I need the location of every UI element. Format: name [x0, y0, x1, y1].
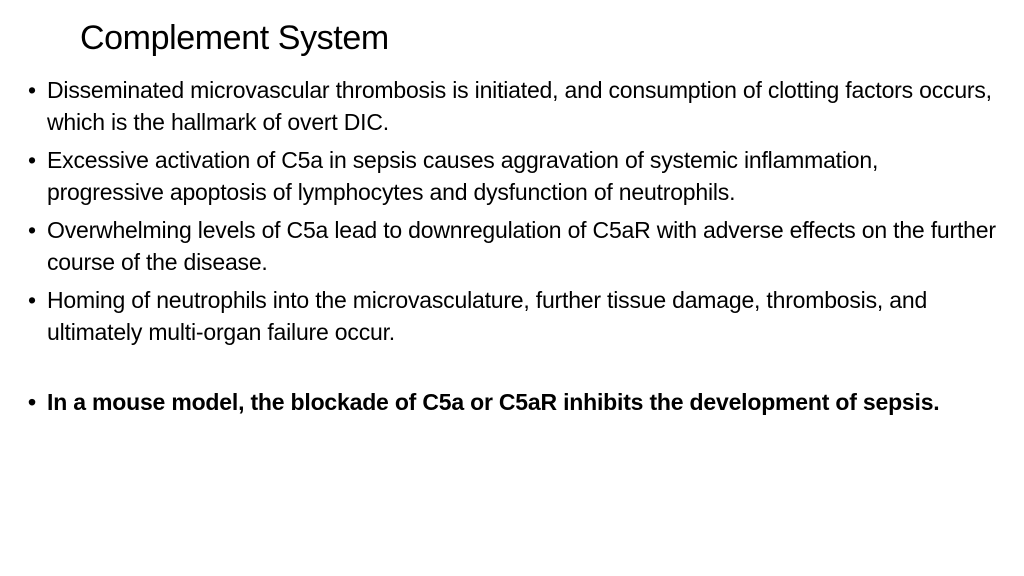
- slide-title: Complement System: [80, 19, 389, 57]
- bullet-item-1: [28, 74, 996, 138]
- bullet-text: In a mouse model, the blockade of C5a or C5aR inhibits the development of sepsis.: [47, 389, 940, 415]
- bullet-dot-icon: •: [28, 389, 36, 415]
- bullet-item-5-highlight: [28, 386, 996, 418]
- bullet-text: Overwhelming levels of C5a lead to downregulation of C5aR with adverse effects on the further course of the disease.: [47, 217, 996, 275]
- bullet-dot-icon: •: [28, 77, 36, 103]
- bullet-item-4: [28, 284, 996, 348]
- bullet-dot-icon: •: [28, 217, 36, 243]
- bullet-text: Homing of neutrophils into the microvasculature, further tissue damage, thrombosis, and ultimately multi-organ failure occur.: [47, 287, 928, 345]
- bullet-dot-icon: •: [28, 287, 36, 313]
- bullet-text: Disseminated microvascular thrombosis is initiated, and consumption of clotting factors occurs, which is the hallmark of overt DIC.: [47, 77, 992, 135]
- bullet-item-3: [28, 214, 996, 278]
- bullet-dot-icon: •: [28, 147, 36, 173]
- bullet-text: Excessive activation of C5a in sepsis causes aggravation of systemic inflammation, progressive apoptosis of lymphocytes and dysfunction of neutrophils.: [47, 147, 879, 205]
- bullet-item-2: [28, 144, 996, 208]
- bullet-list: [28, 74, 996, 424]
